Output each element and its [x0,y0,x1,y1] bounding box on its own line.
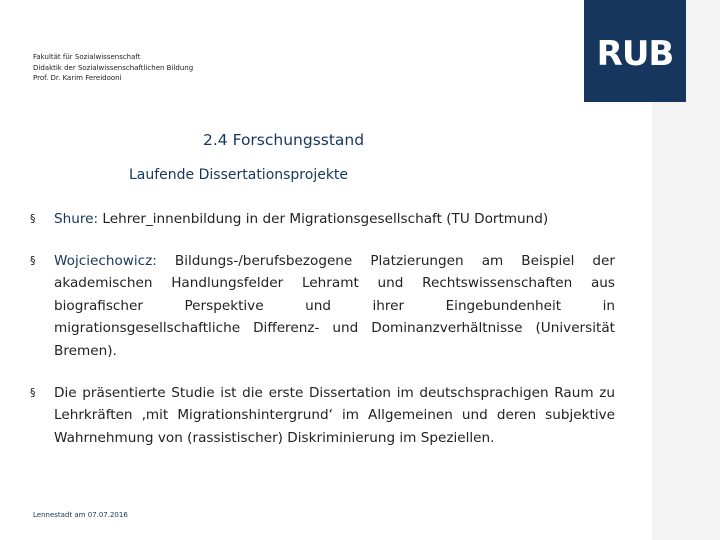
list-item-description: Bildungs-/berufsbezogene Platzierungen am Beispiel der akademischen Handlungsfelder Lehramt und Rechtswissenschaften aus biografischer Perspektive und ihrer Eingebundenheit in migrationsgesellschaftliche Differenz- und Dominanzverhältnisse (Universität Bremen). [54,252,615,359]
list-item-description: Lehrer_innenbildung in der Migrationsgesellschaft (TU Dortmund) [98,211,549,227]
list-item [30,250,615,363]
list-item [30,382,615,450]
list-item-text [54,382,615,450]
header-faculty: Fakultät für Sozialwissenschaft [33,53,141,61]
list-item-text [54,250,615,363]
slide-subtitle: Laufende Dissertationsprojekte [129,167,349,183]
list-item-author: Shure: [54,211,99,227]
header-department: Didaktik der Sozialwissenschaftlichen Bildung [33,63,194,72]
bullet-icon: § [30,253,36,267]
rub-logo: RUB [584,0,686,102]
header-block [33,52,193,84]
bullet-icon: § [30,212,36,225]
header-professor: Prof. Dr. Karim Fereidooni [33,74,122,82]
footer-date: Lennestadt am 07.07.2016 [33,511,128,519]
list-item-text [54,208,615,231]
bullet-icon: § [30,385,36,399]
list-item-author: Wojciechowicz: [54,252,157,269]
list-item [30,208,615,231]
bullet-list [30,208,615,468]
slide-title: 2.4 Forschungsstand [203,131,365,149]
list-item-description: Die präsentierte Studie ist die erste Dissertation im deutschsprachigen Raum zu Lehrkräften ‚mit Migrationshintergrund‘ im Allgemeinen und deren subjektive Wahrnehmung von (rassistischer) Diskriminierung im Speziellen. [54,384,615,446]
